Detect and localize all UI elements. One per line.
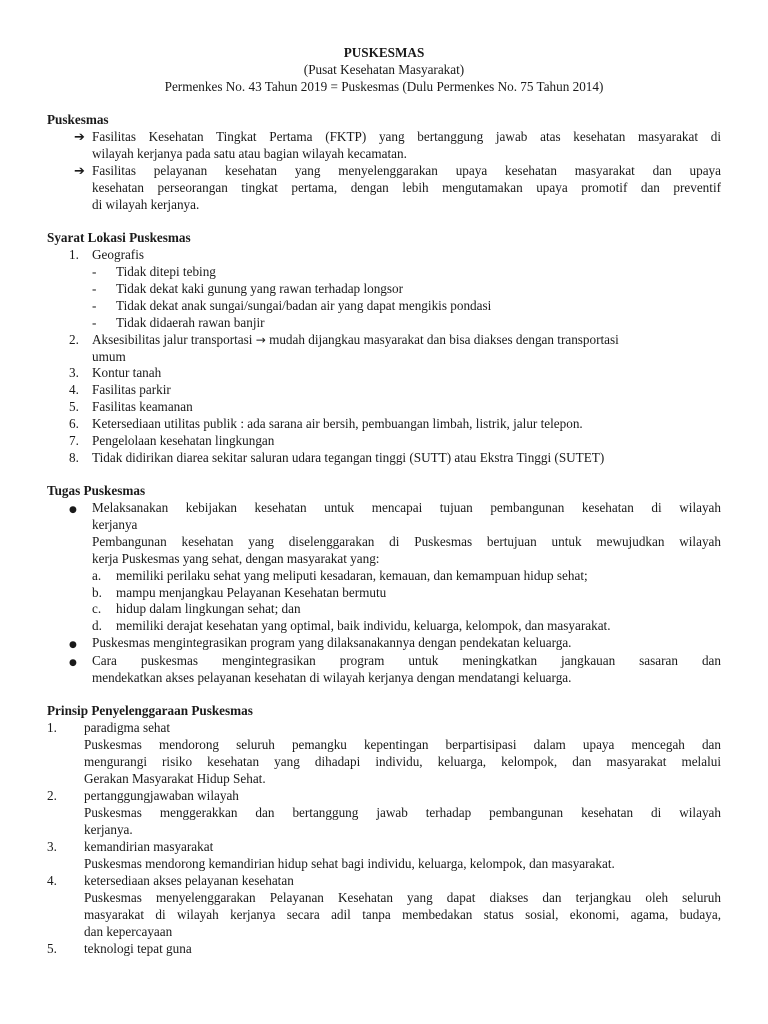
list-number: 4. xyxy=(69,382,79,397)
list-item: Fasilitas parkir xyxy=(92,382,171,397)
geo-item: Tidak didaerah rawan banjir xyxy=(116,315,265,330)
document-subtitle: (Pusat Kesehatan Masyarakat) xyxy=(303,62,465,77)
prinsip-line: Gerakan Masyarakat Hidup Sehat. xyxy=(84,771,266,786)
arrow-icon: ➔ xyxy=(74,164,85,179)
geo-item: Tidak dekat anak sungai/sungai/badan air yang dapat mengikis pondasi xyxy=(116,298,492,313)
prinsip-line: Puskesmas menyelenggarakan Pelayanan Kesehatan yang dapat diakses dan terjangkau oleh seluruh xyxy=(84,890,721,905)
prinsip-line: dan kepercayaan xyxy=(84,924,173,939)
list-item: Tidak didirikan diarea sekitar saluran udara tegangan tinggi (SUTT) atau Ekstra Tinggi (SUTET) xyxy=(92,450,605,465)
tugas-bullet-2: Puskesmas mengintegrasikan program yang dilaksanakannya dengan pendekatan keluarga. xyxy=(92,635,572,650)
sub-item: hidup dalam lingkungan sehat; dan xyxy=(116,601,301,616)
tugas-bullet-3-line1: Cara puskesmas mengintegrasikan program untuk meningkatkan jangkauan sasaran dan xyxy=(92,653,721,668)
aksesibilitas-desc: mudah dijangkau masyarakat dan bisa diakses dengan transportasi xyxy=(269,332,619,347)
section-heading-prinsip: Prinsip Penyelenggaraan Puskesmas xyxy=(47,703,253,718)
prinsip-line: mengurangi risiko kesehatan yang dihadapi individu, keluarga, kelompok, dan masyarakat melalui xyxy=(84,754,721,769)
list-item: Kontur tanah xyxy=(92,365,162,380)
prinsip-line: masyarakat di wilayah kerjanya secara adil tanpa membedakan status sosial, ekonomi, agama, budaya, xyxy=(84,907,721,922)
arrow-icon: ➔ xyxy=(74,130,85,145)
list-number: 3. xyxy=(47,839,57,854)
bullet-icon: ● xyxy=(69,658,77,668)
list-number: 7. xyxy=(69,433,79,448)
definition-1-line2: wilayah kerjanya pada satu atau bagian wilayah kecamatan. xyxy=(92,146,407,161)
section-heading-syarat: Syarat Lokasi Puskesmas xyxy=(47,230,191,245)
prinsip-title: teknologi tepat guna xyxy=(84,941,192,956)
list-item-aksesibilitas xyxy=(92,331,721,349)
prinsip-line: kerjanya. xyxy=(84,822,133,837)
list-number: 6. xyxy=(69,416,79,431)
list-number: 1. xyxy=(69,247,79,262)
sub-item: mampu menjangkau Pelayanan Kesehatan bermutu xyxy=(116,585,387,600)
tugas-bullet-1-line1: Melaksanakan kebijakan kesehatan untuk mencapai tujuan pembangunan kesehatan di wilayah xyxy=(92,500,721,515)
list-number: 2. xyxy=(69,332,79,347)
list-number: 5. xyxy=(69,399,79,414)
tugas-bullet-1-line2: kerjanya xyxy=(92,517,138,532)
dash-marker: - xyxy=(92,298,97,313)
prinsip-title: ketersediaan akses pelayanan kesehatan xyxy=(84,873,294,888)
list-item: Ketersediaan utilitas publik : ada sarana air bersih, pembuangan limbah, listrik, jalur telepon. xyxy=(92,416,583,431)
definition-2-line1: Fasilitas pelayanan kesehatan yang menyelenggarakan upaya kesehatan masyarakat dan upaya xyxy=(92,163,721,178)
definition-2-line3: di wilayah kerjanya. xyxy=(92,197,200,212)
list-number: 3. xyxy=(69,365,79,380)
sub-letter: d. xyxy=(92,618,102,633)
prinsip-title: kemandirian masyarakat xyxy=(84,839,214,854)
aksesibilitas-line2: umum xyxy=(92,349,126,364)
document-title: PUSKESMAS xyxy=(343,45,425,60)
sub-letter: a. xyxy=(92,568,102,583)
list-item-geografis: Geografis xyxy=(92,247,144,262)
section-heading-tugas: Tugas Puskesmas xyxy=(47,483,146,498)
dash-marker: - xyxy=(92,281,97,296)
prinsip-title: pertanggungjawaban wilayah xyxy=(84,788,239,803)
list-number: 5. xyxy=(47,941,57,956)
list-number: 1. xyxy=(47,720,57,735)
bullet-icon: ● xyxy=(69,505,77,515)
tugas-para-line1: Pembangunan kesehatan yang diselenggarakan di Puskesmas bertujuan untuk mewujudkan wilayah xyxy=(92,534,721,549)
dash-marker: - xyxy=(92,315,97,330)
tugas-para-line2: kerja Puskesmas yang sehat, dengan masyarakat yang: xyxy=(92,551,380,566)
regulation-line: Permenkes No. 43 Tahun 2019 = Puskesmas (Dulu Permenkes No. 75 Tahun 2014) xyxy=(164,79,604,94)
list-number: 8. xyxy=(69,450,79,465)
tugas-bullet-3-line2: mendekatkan akses pelayanan kesehatan di wilayah kerjanya dengan mendatangi keluarga. xyxy=(92,670,572,685)
prinsip-line: Puskesmas mendorong kemandirian hidup sehat bagi individu, keluarga, kelompok, dan masyarakat. xyxy=(84,856,615,871)
definition-2-line2: kesehatan perseorangan tingkat pertama, dengan lebih mengutamakan upaya promotif dan preventif xyxy=(92,180,721,195)
geo-item: Tidak dekat kaki gunung yang rawan terhadap longsor xyxy=(116,281,404,296)
sub-item: memiliki perilaku sehat yang meliputi kesadaran, kemauan, dan kemampuan hidup sehat; xyxy=(116,568,588,583)
right-arrow-icon: → xyxy=(255,333,266,347)
geo-item: Tidak ditepi tebing xyxy=(116,264,216,279)
list-number: 2. xyxy=(47,788,57,803)
sub-item: memiliki derajat kesehatan yang optimal, baik individu, keluarga, kelompok, dan masyarakat. xyxy=(116,618,611,633)
prinsip-title: paradigma sehat xyxy=(84,720,171,735)
section-heading-puskesmas: Puskesmas xyxy=(47,112,109,127)
aksesibilitas-label: Aksesibilitas jalur transportasi xyxy=(92,332,253,347)
list-number: 4. xyxy=(47,873,57,888)
bullet-icon: ● xyxy=(69,640,77,650)
prinsip-line: Puskesmas mendorong seluruh pemangku kepentingan berpartisipasi dalam upaya mencegah dan xyxy=(84,737,721,752)
prinsip-line: Puskesmas menggerakkan dan bertanggung jawab terhadap pembangunan kesehatan di wilayah xyxy=(84,805,721,820)
sub-letter: b. xyxy=(92,585,102,600)
list-item: Fasilitas keamanan xyxy=(92,399,193,414)
dash-marker: - xyxy=(92,264,97,279)
sub-letter: c. xyxy=(92,601,102,616)
list-item: Pengelolaan kesehatan lingkungan xyxy=(92,433,275,448)
definition-1-line1: Fasilitas Kesehatan Tingkat Pertama (FKTP) yang bertanggung jawab atas kesehatan masyarakat di xyxy=(92,129,721,144)
